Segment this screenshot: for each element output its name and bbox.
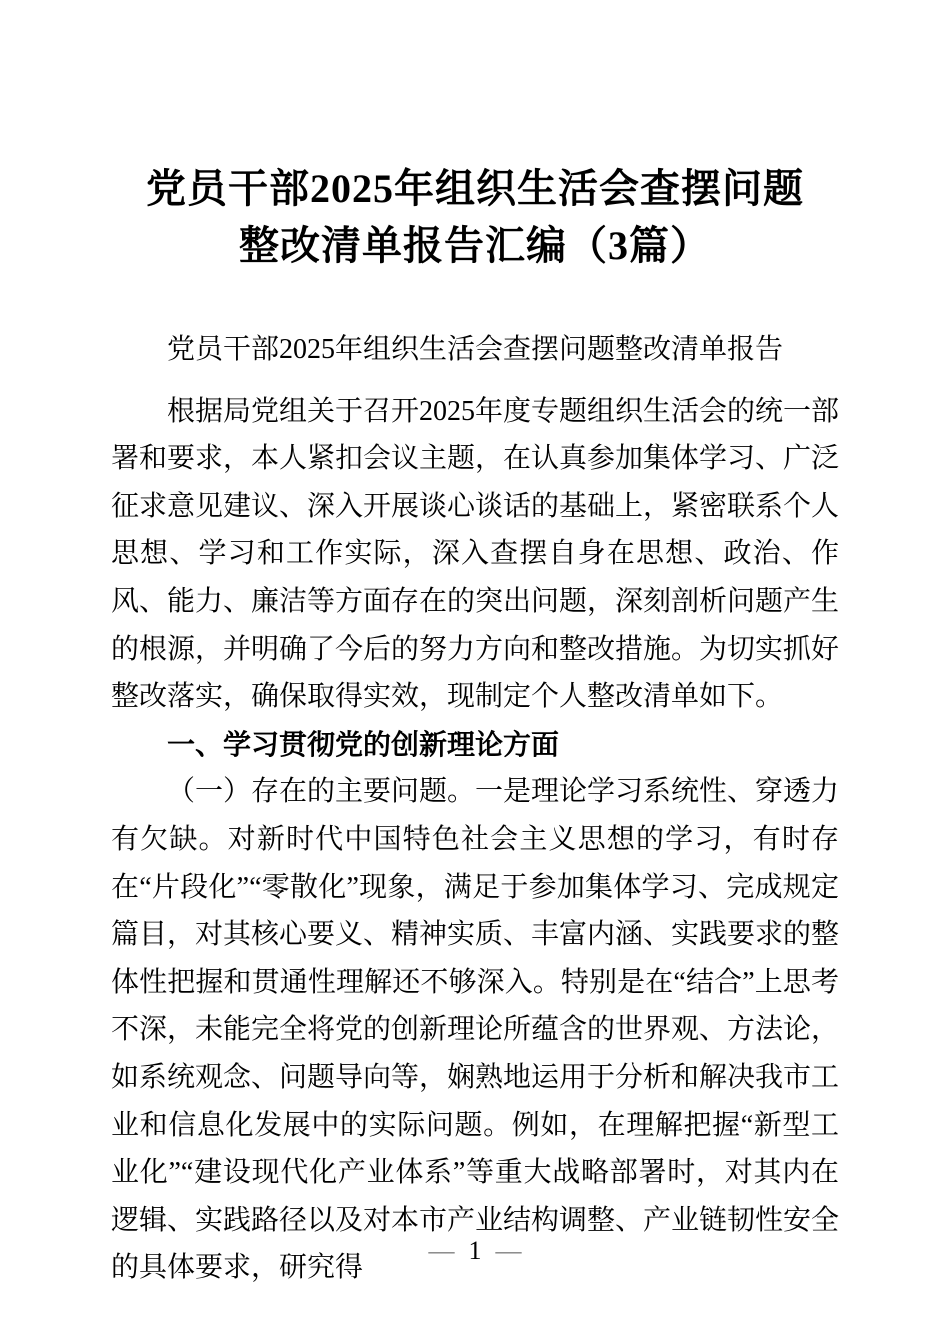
section-heading-1: 一、学习贯彻党的创新理论方面 — [167, 728, 560, 760]
body-paragraph-2: （一）存在的主要问题。一是理论学习系统性、穿透力有欠缺。对新时代中国特色社会主义思想的学习，有时存在“片段化”“零散化”现象，满足于参加集体学习、完成规定篇目，对其核心要义、精神实质、丰富内涵、实践要求的整体性把握和贯通性理解还不够深入。特别是在“结合”上思考不深，未能完全将党的创新理论所蕴含的世界观、方法论，如系统观念、问题导向等，娴熟地运用于分析和解决我市工业和信息化发展中的实际问题。例如，在理解把握“新型工业化”“建设现代化产业体系”等重大战略部署时，对其内在逻辑、实践路径以及对本市产业结构调整、产业链韧性安全的具体要求，研究得 — [111, 776, 840, 1284]
body-paragraph-1: 根据局党组关于召开2025年度专题组织生活会的统一部署和要求，本人紧扣会议主题，在认真参加集体学习、广泛征求意见建议、深入开展谈心谈话的基础上，紧密联系个人思想、学习和工作实际，深入查摆自身在思想、政治、作风、能力、廉洁等方面存在的突出问题，深刻剖析问题产生的根源，并明确了今后的努力方向和整改措施。为切实抓好整改落实，确保取得实效，现制定个人整改清单如下。 — [111, 395, 840, 713]
document-title — [111, 160, 839, 274]
page-number: 1 — [468, 1236, 482, 1265]
document-title-line-2: 整改清单报告汇编（3篇） — [239, 223, 711, 268]
footer-dash-right: — — [495, 1236, 522, 1265]
document-subtitle: 党员干部2025年组织生活会查摆问题整改清单报告 — [166, 334, 783, 365]
footer-dash-left: — — [428, 1236, 455, 1265]
page-footer — [0, 1236, 950, 1266]
document-content — [111, 160, 839, 1292]
document-title-line-1: 党员干部2025年组织生活会查摆问题 — [146, 166, 804, 211]
